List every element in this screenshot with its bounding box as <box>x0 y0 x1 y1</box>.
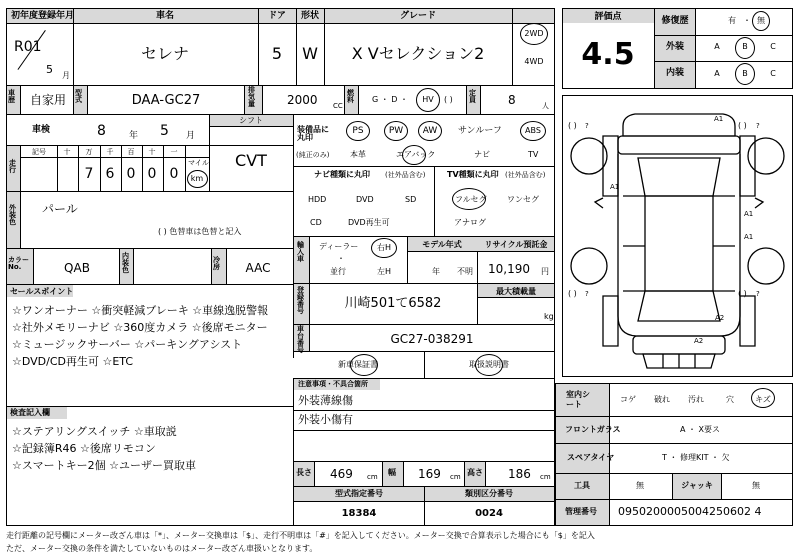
diagram-bracket-bl: ( ) <box>568 289 577 298</box>
tools-value: 無 <box>636 481 644 490</box>
usage-value: 自家用 <box>30 93 67 107</box>
import-left: 左H <box>376 267 392 276</box>
max-load-header: 最大積載量 <box>496 287 536 296</box>
exterior-b: B <box>742 42 748 51</box>
inspector-header: 検査記入欄 <box>10 408 50 417</box>
seat-burn: コゲ <box>620 395 636 404</box>
capacity-unit: 人 <box>542 102 549 110</box>
shift-value: CVT <box>235 151 267 170</box>
mileage-digit-0: 7 <box>84 166 94 182</box>
spare-value: T ・ 修理KIT ・ 欠 <box>662 453 730 462</box>
first-reg-era: R01 <box>14 39 42 55</box>
interior-grade-a: A <box>714 69 720 78</box>
chassis-header: 車台番号 <box>297 325 304 354</box>
first-reg-month-unit: 月 <box>62 71 70 80</box>
navi-sub: (社外品含む) <box>385 171 426 179</box>
diagram-bracket-tr: ( ) <box>738 121 747 130</box>
exterior-header: 外装 <box>665 42 685 52</box>
score-value: 4.5 <box>581 37 635 72</box>
inspection-header: 車検 <box>32 125 51 135</box>
navi-header: ナビ種類に丸印 <box>314 170 370 179</box>
color-no-header: カラーNo. <box>8 256 29 271</box>
drive-2wd: 2WD <box>524 29 544 38</box>
mileage-km: km <box>190 174 204 183</box>
shape-header: 形状 <box>300 11 320 21</box>
model-year-unknown: 不明 <box>457 267 473 276</box>
diagram-label-a2-rear: A2 <box>694 337 704 345</box>
seat-scratch: キズ <box>755 395 771 404</box>
length-value: 469 <box>330 467 353 481</box>
mileage-unit-4: 十 <box>148 148 156 156</box>
tools-header: 工具 <box>574 481 590 490</box>
capacity-header: 定員 <box>469 89 476 104</box>
model-year-header: モデル年式 <box>422 240 462 249</box>
jack-value: 無 <box>752 481 760 490</box>
sales-line-3: ☆DVD/CD再生可 ☆ETC <box>12 355 134 368</box>
grade-value: X Vセレクション2 <box>351 44 485 63</box>
class-number-value: 0024 <box>475 508 503 519</box>
diagram-q-tr: ? <box>756 122 760 130</box>
interior-grade-b: B <box>742 69 748 78</box>
mileage-digit-2: 0 <box>126 166 136 182</box>
length-label: 長さ <box>296 468 312 477</box>
mileage-unit-1: 万 <box>85 148 93 156</box>
tv-header: TV種類に丸印 <box>447 170 499 179</box>
diagram-label-a1-left: A1 <box>610 183 620 191</box>
mgmt-header: 管理番号 <box>565 507 597 516</box>
exterior-a: A <box>714 42 720 51</box>
seat-tear: 破れ <box>654 395 670 404</box>
import-dot: ・ <box>337 254 345 263</box>
displacement-value: 2000 <box>287 93 318 107</box>
import-parallel: 並行 <box>330 267 346 276</box>
glass-value: A ・ X要ス <box>680 425 721 434</box>
mgmt-value: 0950200005004250602 4 <box>618 505 762 518</box>
class-number-header: 類別区分番号 <box>465 489 513 498</box>
car-name-value: セレナ <box>140 44 190 63</box>
sales-line-2: ☆ミュージックサーバー ☆パーキングアシスト <box>12 338 243 351</box>
grade-header: グレード <box>399 11 437 21</box>
height-unit: cm <box>540 473 551 481</box>
diagram-label-a1-right: A1 <box>744 210 754 218</box>
chassis-value: GC27-038291 <box>390 332 474 346</box>
equipment-sub: (純正のみ) <box>296 151 330 159</box>
navi-hdd: HDD <box>308 195 327 204</box>
history-dot: ・ <box>743 16 751 25</box>
shape-value: W <box>302 44 318 63</box>
equip-abs: ABS <box>525 126 541 135</box>
diagram-label-a1-top: A1 <box>714 115 724 123</box>
type-number-header: 型式指定番号 <box>335 489 383 498</box>
plate-value: 川崎501て6582 <box>344 296 442 311</box>
interior-grade-c: C <box>770 69 776 78</box>
history-no: 無 <box>757 16 765 25</box>
remarks-header: 注意事項・不具合箇所 <box>298 380 368 388</box>
mileage-digit-4: 0 <box>169 166 179 182</box>
glass-header: フロントガラス <box>565 425 621 434</box>
inspector-line-1: ☆記録簿R46 ☆後席リモコン <box>12 442 156 455</box>
max-load-unit: kg <box>544 312 554 321</box>
remarks-line-0: 外装薄線傷 <box>298 394 353 407</box>
interior-header: 内装色 <box>122 252 129 274</box>
model-value: DAA-GC27 <box>131 93 201 108</box>
recycle-header: リサイクル預託金 <box>484 240 548 249</box>
plate-header: 登録番号 <box>297 286 304 315</box>
doors-value: 5 <box>271 44 283 63</box>
fuel-selected: HV <box>422 95 434 104</box>
equip-pw: PW <box>388 126 404 136</box>
length-unit: cm <box>367 473 378 481</box>
inspection-year-unit: 年 <box>129 131 139 141</box>
tv-oneseg: ワンセグ <box>507 195 539 204</box>
score-header: 評価点 <box>594 12 622 22</box>
tv-fullseg: フルセグ <box>455 195 487 204</box>
mileage-header: 走行 <box>9 159 16 174</box>
equip-tv: TV <box>528 150 539 159</box>
fuel-options: G ・ D ・ <box>372 95 408 104</box>
car-name-header: 車名 <box>155 11 175 21</box>
color-no-value: QAB <box>64 261 90 275</box>
width-label: 幅 <box>388 468 396 477</box>
width-unit: cm <box>450 473 461 481</box>
ac-header: 冷房 <box>213 256 220 271</box>
mileage-unit-2: 千 <box>106 148 114 156</box>
fuel-header: 燃料 <box>347 89 354 104</box>
sales-line-1: ☆社外メモリーナビ ☆360度カメラ ☆後席モニター <box>12 321 268 334</box>
mileage-mile-label: マイル <box>188 159 209 167</box>
navi-dvd: DVD <box>356 195 374 204</box>
history-yes: 有 <box>728 16 736 25</box>
inspection-year: 8 <box>97 123 106 139</box>
equip-sunroof: サンルーフ <box>458 126 502 136</box>
mileage-digit-3: 0 <box>147 166 157 182</box>
drive-4wd: 4WD <box>524 57 544 66</box>
seat-hole: 穴 <box>726 395 734 404</box>
color-note: ( ) 色替車は色替と記入 <box>158 227 242 236</box>
displacement-header: 排気量 <box>248 86 255 108</box>
inspector-line-2: ☆スマートキー2個 ☆ユーザー買取車 <box>12 459 196 472</box>
footer-line-1: 走行距離の記号欄にメーター改ざん車は「*」、メーター交換車は「$」、走行不明車は「#」を記入してください。メーター交換で合算表示した場合にも「$」を記入 <box>6 531 595 540</box>
equip-airbag: エアバック <box>396 150 436 159</box>
footer-line-2: ただ、メーター交換の条件を満たしていないものはメーター改ざん車扱いとなります。 <box>6 544 318 553</box>
import-right: 右H <box>376 243 392 252</box>
manual: 取扱説明書 <box>469 360 509 369</box>
recycle-value: 10,190 <box>488 262 530 276</box>
seat-dirt: 汚れ <box>688 395 704 404</box>
sales-points-header: セールスポイント <box>10 287 74 296</box>
history-header: 修復歴 <box>661 16 689 26</box>
usage-header: 車歴 <box>8 89 15 104</box>
new-car-warranty: 新車保証書 <box>338 360 378 369</box>
diagram-label-a2-bottom: A2 <box>715 314 725 322</box>
height-value: 186 <box>508 467 531 481</box>
color-value: パール <box>42 202 78 216</box>
capacity-value: 8 <box>508 93 516 107</box>
color-header: 外装色 <box>9 204 16 226</box>
equip-leather: 本革 <box>350 150 366 159</box>
equip-aw: AW <box>422 126 438 136</box>
fuel-paren: ( ) <box>444 95 453 104</box>
mileage-unit-0: 十 <box>63 148 71 156</box>
mileage-unit-3: 百 <box>127 148 135 156</box>
type-number-value: 18384 <box>341 508 377 519</box>
diagram-q-tl: ? <box>585 122 589 130</box>
seat-header: 室内シート <box>566 390 590 410</box>
ac-value: AAC <box>245 261 271 275</box>
car-diagram <box>563 96 792 376</box>
doors-header: ドア <box>268 11 286 21</box>
width-value: 169 <box>418 467 441 481</box>
navi-cd: CD <box>310 218 322 227</box>
diagram-label-a1-right2: A1 <box>744 233 754 241</box>
equip-ps: PS <box>352 126 364 136</box>
sales-line-0: ☆ワンオーナー ☆衝突軽減ブレーキ ☆車線逸脱警報 <box>12 304 269 317</box>
remarks-line-1: 外装小傷有 <box>298 413 353 426</box>
equip-navi: ナビ <box>474 150 490 159</box>
inspection-month-unit: 月 <box>186 131 196 141</box>
tv-sub: (社外品含む) <box>505 171 546 179</box>
navi-sd: SD <box>405 195 417 204</box>
import-dealer: ディーラー <box>319 242 359 251</box>
exterior-c: C <box>770 42 776 51</box>
spare-header: スペアタイヤ <box>567 453 615 462</box>
inspector-line-0: ☆ステアリングスイッチ ☆車取説 <box>12 425 177 438</box>
jack-header: ジャッキ <box>681 481 713 490</box>
shift-header: シフト <box>239 116 263 125</box>
mileage-label-top: 記号 <box>32 148 46 156</box>
import-header: 輸入車 <box>297 241 304 263</box>
first-reg-header: 初年度登録年月 <box>11 11 75 21</box>
interior-grade-header: 内装 <box>665 68 685 78</box>
model-header: 型式 <box>75 89 82 104</box>
height-label: 高さ <box>467 468 483 477</box>
diagram-bracket-tl: ( ) <box>568 121 577 130</box>
mileage-digit-1: 6 <box>105 166 115 182</box>
inspection-month: 5 <box>160 123 169 139</box>
displacement-unit: CC <box>333 102 343 110</box>
navi-dvd-play: DVD再生可 <box>348 218 390 227</box>
model-year-unit: 年 <box>432 267 440 276</box>
diagram-bracket-br: ( ) <box>738 289 747 298</box>
equipment-header: 装備品に丸印 <box>297 125 329 142</box>
tv-analog: アナログ <box>454 218 486 227</box>
mileage-unit-5: 一 <box>170 148 178 156</box>
diagram-q-bl: ? <box>585 290 589 298</box>
first-reg-month: 5 <box>46 63 53 76</box>
recycle-unit: 円 <box>541 267 549 276</box>
diagram-q-br: ? <box>756 290 760 298</box>
